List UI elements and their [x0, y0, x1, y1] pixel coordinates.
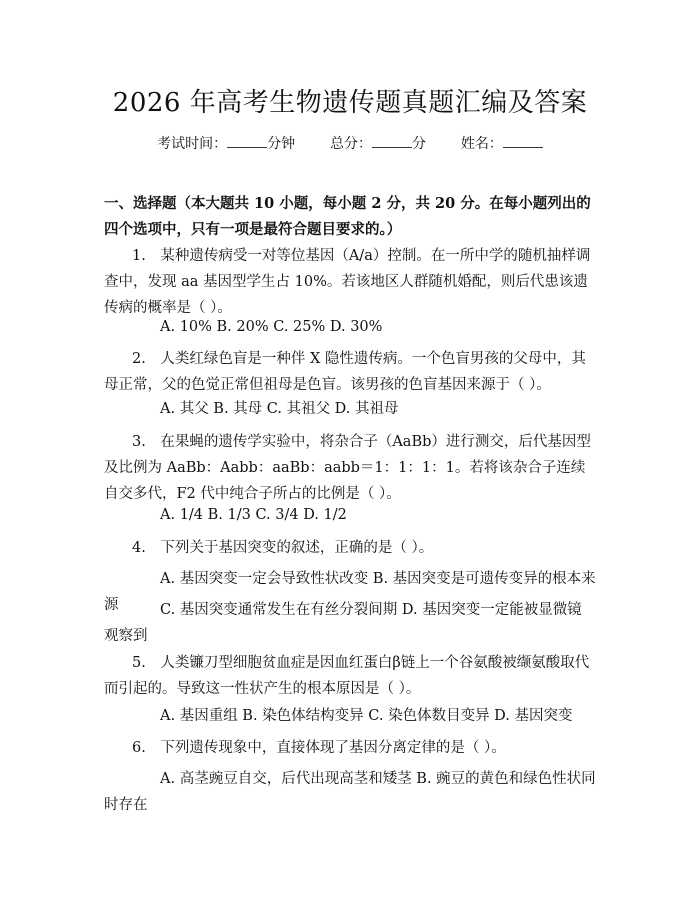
question-5 [104, 650, 596, 702]
name-blank [503, 135, 543, 148]
time-blank [227, 135, 267, 148]
question-1 [104, 243, 596, 321]
time-label: 考试时间： [157, 136, 228, 152]
question-stem: 3. 在果蝇的遗传学实验中，将杂合子（AaBb）进行测交，后代基因型及比例为 AaBb：Aabb：aaBb：aabb＝1：1：1：1。若将该杂合子连续自交多代，F2 代中纯合子所占的比例是（ ）。 [104, 434, 591, 502]
time-unit: 分钟 [267, 136, 296, 152]
question-5-options: A. 基因重组 B. 染色体结构变异 C. 染色体数目变异 D. 基因突变 [160, 708, 573, 724]
question-stem: 1. 某种遗传病受一对等位基因（A/a）控制。在一所中学的随机抽样调查中，发现 aa 基因型学生占 10%。若该地区人群随机婚配，则后代患该遗传病的概率是（ ）。 [104, 248, 591, 316]
section-heading: 一、选择题（本大题共 10 小题，每小题 2 分，共 20 分。在每小题列出的四个选项中，只有一项是最符合题目要求的。） [104, 195, 591, 238]
exam-info-line [0, 133, 700, 153]
score-unit: 分 [412, 136, 426, 152]
question-3-options: A. 1/4 B. 1/3 C. 3/4 D. 1/2 [160, 507, 347, 523]
question-2 [104, 346, 596, 398]
question-4-options-ab: A. 基因突变一定会导致性状改变 B. 基因突变是可遗传变异的根本来源 [104, 571, 596, 613]
question-stem: 5. 人类镰刀型细胞贫血症是因血红蛋白β链上一个谷氨酸被缬氨酸取代而引起的。导致这一性状产生的根本原因是（ ）。 [104, 655, 590, 697]
name-label: 姓名： [460, 136, 503, 152]
question-1-options: A. 10% B. 20% C. 25% D. 30% [160, 319, 383, 335]
page-title: 2026 年高考生物遗传题真题汇编及答案 [112, 88, 588, 118]
question-4-options-cd: C. 基因突变通常发生在有丝分裂间期 D. 基因突变一定能被显微镜观察到 [104, 602, 582, 644]
question-stem: 2. 人类红绿色盲是一种伴 X 隐性遗传病。一个色盲男孩的父母中，其母正常，父的色觉正常但祖母是色盲。该男孩的色盲基因来源于（ ）。 [104, 351, 586, 393]
score-label: 总分： [330, 136, 372, 152]
question-2-options: A. 其父 B. 其母 C. 其祖父 D. 其祖母 [160, 401, 399, 417]
question-6 [104, 735, 596, 761]
question-stem: 6. 下列遗传现象中，直接体现了基因分离定律的是（ ）。 [132, 740, 506, 756]
score-blank [372, 135, 412, 148]
question-6-options: A. 高茎豌豆自交，后代出现高茎和矮茎 B. 豌豆的黄色和绿色性状同时存在 [104, 771, 596, 813]
question-3 [104, 429, 596, 507]
question-stem: 4. 下列关于基因突变的叙述，正确的是（ ）。 [132, 540, 434, 556]
question-4 [104, 535, 596, 561]
